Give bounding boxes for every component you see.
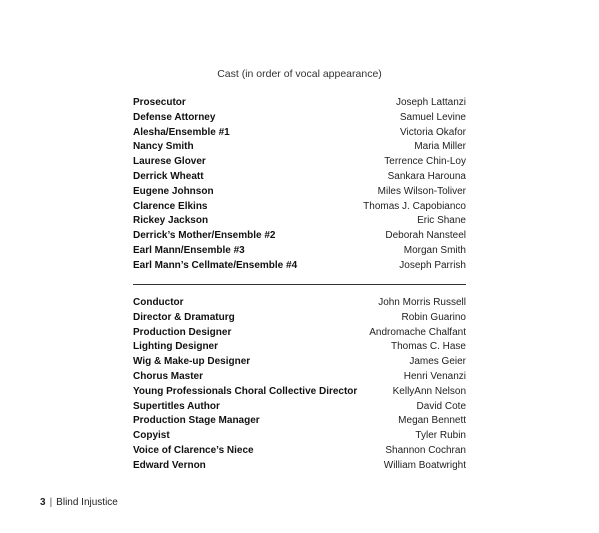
role-label: Conductor bbox=[133, 297, 184, 308]
performer-name: KellyAnn Nelson bbox=[392, 385, 466, 397]
cast-row bbox=[133, 214, 466, 229]
role-label: Wig & Make-up Designer bbox=[133, 356, 251, 368]
publication-title: Blind Injustice bbox=[56, 497, 118, 508]
performer-name: Shannon Cochran bbox=[385, 444, 466, 456]
role-label: Earl Mann’s Cellmate/Ensemble #4 bbox=[133, 259, 298, 271]
cast-row bbox=[133, 96, 466, 111]
performer-name: Andromache Chalfant bbox=[369, 326, 466, 338]
role-label: Alesha/Ensemble #1 bbox=[133, 126, 230, 138]
performer-name: Henri Venanzi bbox=[403, 370, 466, 382]
page-number: 3 bbox=[40, 497, 46, 508]
role-label: Edward Vernon bbox=[133, 459, 206, 471]
performer-name: Miles Wilson-Toliver bbox=[377, 185, 466, 197]
cast-row bbox=[133, 111, 466, 126]
performer-name: Eric Shane bbox=[417, 215, 466, 227]
performer-name: Joseph Lattanzi bbox=[395, 97, 466, 108]
crew-row bbox=[133, 444, 466, 459]
performer-name: Victoria Okafor bbox=[400, 126, 466, 138]
cast-row bbox=[133, 244, 466, 259]
cast-row bbox=[133, 140, 466, 155]
role-label: Clarence Elkins bbox=[133, 200, 208, 212]
performer-name: Maria Miller bbox=[414, 141, 466, 153]
footer-separator: | bbox=[49, 497, 53, 508]
crew-row bbox=[133, 400, 466, 415]
cast-row bbox=[133, 170, 466, 185]
performer-name: Samuel Levine bbox=[399, 111, 466, 123]
crew-row bbox=[133, 326, 466, 341]
cast-row bbox=[133, 229, 466, 244]
crew-row bbox=[133, 429, 466, 444]
cast-row bbox=[133, 185, 466, 200]
cast-heading: Cast (in order of vocal appearance) bbox=[217, 68, 382, 80]
crew-row bbox=[133, 296, 466, 311]
crew-row bbox=[133, 355, 466, 370]
cast-row bbox=[133, 200, 466, 215]
section-divider bbox=[133, 284, 466, 285]
crew-row bbox=[133, 311, 466, 326]
cast-row bbox=[133, 155, 466, 170]
role-label: Derrick Wheatt bbox=[133, 170, 204, 182]
crew-row bbox=[133, 340, 466, 355]
performer-name: Thomas J. Capobianco bbox=[363, 200, 466, 212]
performer-name: Terrence Chin-Loy bbox=[384, 156, 466, 168]
cast-row bbox=[133, 126, 466, 141]
role-label: Chorus Master bbox=[133, 370, 204, 382]
page-footer bbox=[40, 497, 118, 508]
cast-row bbox=[133, 259, 466, 274]
role-label: Earl Mann/Ensemble #3 bbox=[133, 244, 245, 256]
performer-name: Deborah Nansteel bbox=[385, 230, 466, 242]
role-label: Young Professionals Choral Collective Director bbox=[133, 385, 358, 397]
crew-row bbox=[133, 385, 466, 400]
performer-name: James Geier bbox=[409, 356, 466, 368]
role-label: Copyist bbox=[133, 430, 170, 442]
performer-name: Sankara Harouna bbox=[387, 170, 466, 182]
cast-list bbox=[133, 96, 466, 274]
role-label: Laurese Glover bbox=[133, 156, 206, 168]
role-label: Production Designer bbox=[133, 326, 232, 338]
performer-name: Thomas C. Hase bbox=[390, 341, 466, 353]
role-label: Director & Dramaturg bbox=[133, 311, 235, 323]
performer-name: William Boatwright bbox=[383, 459, 466, 471]
role-label: Eugene Johnson bbox=[133, 185, 214, 197]
role-label: Nancy Smith bbox=[133, 141, 194, 153]
role-label: Supertitles Author bbox=[133, 400, 220, 412]
performer-name: Megan Bennett bbox=[398, 415, 466, 427]
crew-row bbox=[133, 414, 466, 429]
performer-name: Tyler Rubin bbox=[415, 430, 466, 442]
performer-name: Morgan Smith bbox=[403, 244, 466, 256]
role-label: Rickey Jackson bbox=[133, 215, 209, 227]
crew-list bbox=[133, 296, 466, 474]
role-label: Lighting Designer bbox=[133, 341, 218, 353]
crew-row bbox=[133, 459, 466, 474]
performer-name: David Cote bbox=[416, 400, 466, 412]
role-label: Defense Attorney bbox=[133, 111, 216, 123]
performer-name: John Morris Russell bbox=[378, 297, 466, 308]
role-label: Voice of Clarence’s Niece bbox=[133, 444, 254, 456]
performer-name: Joseph Parrish bbox=[399, 259, 466, 271]
crew-row bbox=[133, 370, 466, 385]
role-label: Derrick’s Mother/Ensemble #2 bbox=[133, 230, 276, 242]
role-label: Production Stage Manager bbox=[133, 415, 260, 427]
role-label: Prosecutor bbox=[133, 97, 186, 108]
performer-name: Robin Guarino bbox=[401, 311, 466, 323]
